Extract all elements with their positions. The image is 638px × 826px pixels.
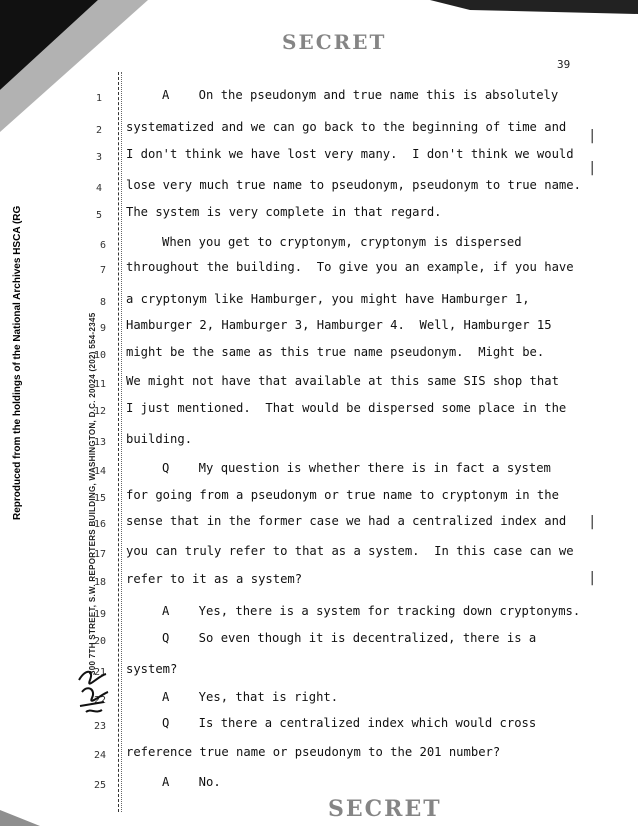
transcript-line: sense that in the former case we had a centralized index and: [126, 514, 567, 528]
line-number: 11: [93, 379, 106, 390]
transcript-line: A On the pseudonym and true name this is absolutely: [162, 88, 559, 102]
transcript-line: systematized and we can go back to the beginning of time and: [126, 120, 567, 134]
line-number: 4: [95, 183, 102, 194]
margin-tick: |: [588, 128, 597, 144]
transcript-line: throughout the building. To give you an example, if you have: [126, 260, 574, 274]
line-number: 6: [99, 240, 106, 251]
line-number: 8: [99, 297, 106, 308]
transcript-line: A No.: [162, 775, 221, 789]
transcript-line: you can truly refer to that as a system. In this case can we: [126, 544, 574, 558]
line-number: 12: [93, 406, 106, 417]
line-number: 17: [93, 549, 106, 560]
line-number: 5: [95, 210, 102, 221]
transcript-line: I don't think we have lost very many. I don't think we would: [126, 147, 574, 161]
handwritten-initials: [76, 662, 110, 718]
line-number: 14: [93, 466, 106, 477]
line-number: 25: [93, 780, 106, 791]
line-number: 19: [93, 609, 106, 620]
line-number: 24: [93, 750, 106, 761]
transcript-line: When you get to cryptonym, cryptonym is dispersed: [162, 235, 522, 249]
transcript-line: A Yes, that is right.: [162, 690, 339, 704]
reporter-address: 300 7TH STREET, S.W. REPORTERS BUILDING, WASHINGTON, D.C. 20024 (202) 554-2345: [88, 312, 97, 675]
line-number: 2: [95, 125, 102, 136]
transcript-line: Q My question is whether there is in fact a system: [162, 461, 551, 475]
transcript-line: for going from a pseudonym or true name to cryptonym in the: [126, 488, 559, 502]
transcript-line: refer to it as a system?: [126, 572, 303, 586]
transcript-line: might be the same as this true name pseudonym. Might be.: [126, 345, 545, 359]
line-number: 21: [93, 667, 106, 678]
transcript-line: A Yes, there is a system for tracking down cryptonyms.: [162, 604, 581, 618]
archive-notice: Reproduced from the holdings of the National Archives HSCA (RG: [12, 205, 23, 520]
transcript-line: Q So even though it is decentralized, there is a: [162, 631, 537, 645]
transcript-line: a cryptonym like Hamburger, you might have Hamburger 1,: [126, 292, 530, 306]
transcript-line: Q Is there a centralized index which would cross: [162, 716, 537, 730]
line-number: 16: [93, 519, 106, 530]
line-number: 3: [95, 152, 102, 163]
margin-tick: |: [588, 514, 597, 530]
transcript-line: The system is very complete in that regard.: [126, 205, 442, 219]
line-number: 20: [93, 636, 106, 647]
line-number: 18: [93, 577, 106, 588]
line-number: 13: [93, 437, 106, 448]
line-number: 7: [99, 265, 106, 276]
transcript-line: building.: [126, 432, 193, 446]
line-number: 10: [93, 350, 106, 361]
line-number: 9: [99, 323, 106, 334]
line-number: 15: [93, 493, 106, 504]
margin-tick: |: [588, 570, 597, 586]
line-number: 1: [95, 93, 102, 104]
transcript-line: lose very much true name to pseudonym, pseudonym to true name.: [126, 178, 581, 192]
transcript-line: system?: [126, 662, 178, 676]
margin-rule: [118, 72, 119, 812]
transcript-line: Hamburger 2, Hamburger 3, Hamburger 4. Well, Hamburger 15: [126, 318, 552, 332]
page-number: 39: [557, 58, 571, 71]
transcript-line: We might not have that available at this same SIS shop that: [126, 374, 559, 388]
classification-stamp-bottom: SECRET: [328, 796, 442, 822]
transcript-line: I just mentioned. That would be dispersed some place in the: [126, 401, 567, 415]
line-number: 22: [93, 695, 106, 706]
line-number: 23: [93, 721, 106, 732]
margin-rule-inner: [121, 72, 122, 812]
margin-tick: |: [588, 160, 597, 176]
classification-stamp-top: SECRET: [282, 30, 387, 54]
transcript-line: reference true name or pseudonym to the 201 number?: [126, 745, 501, 759]
